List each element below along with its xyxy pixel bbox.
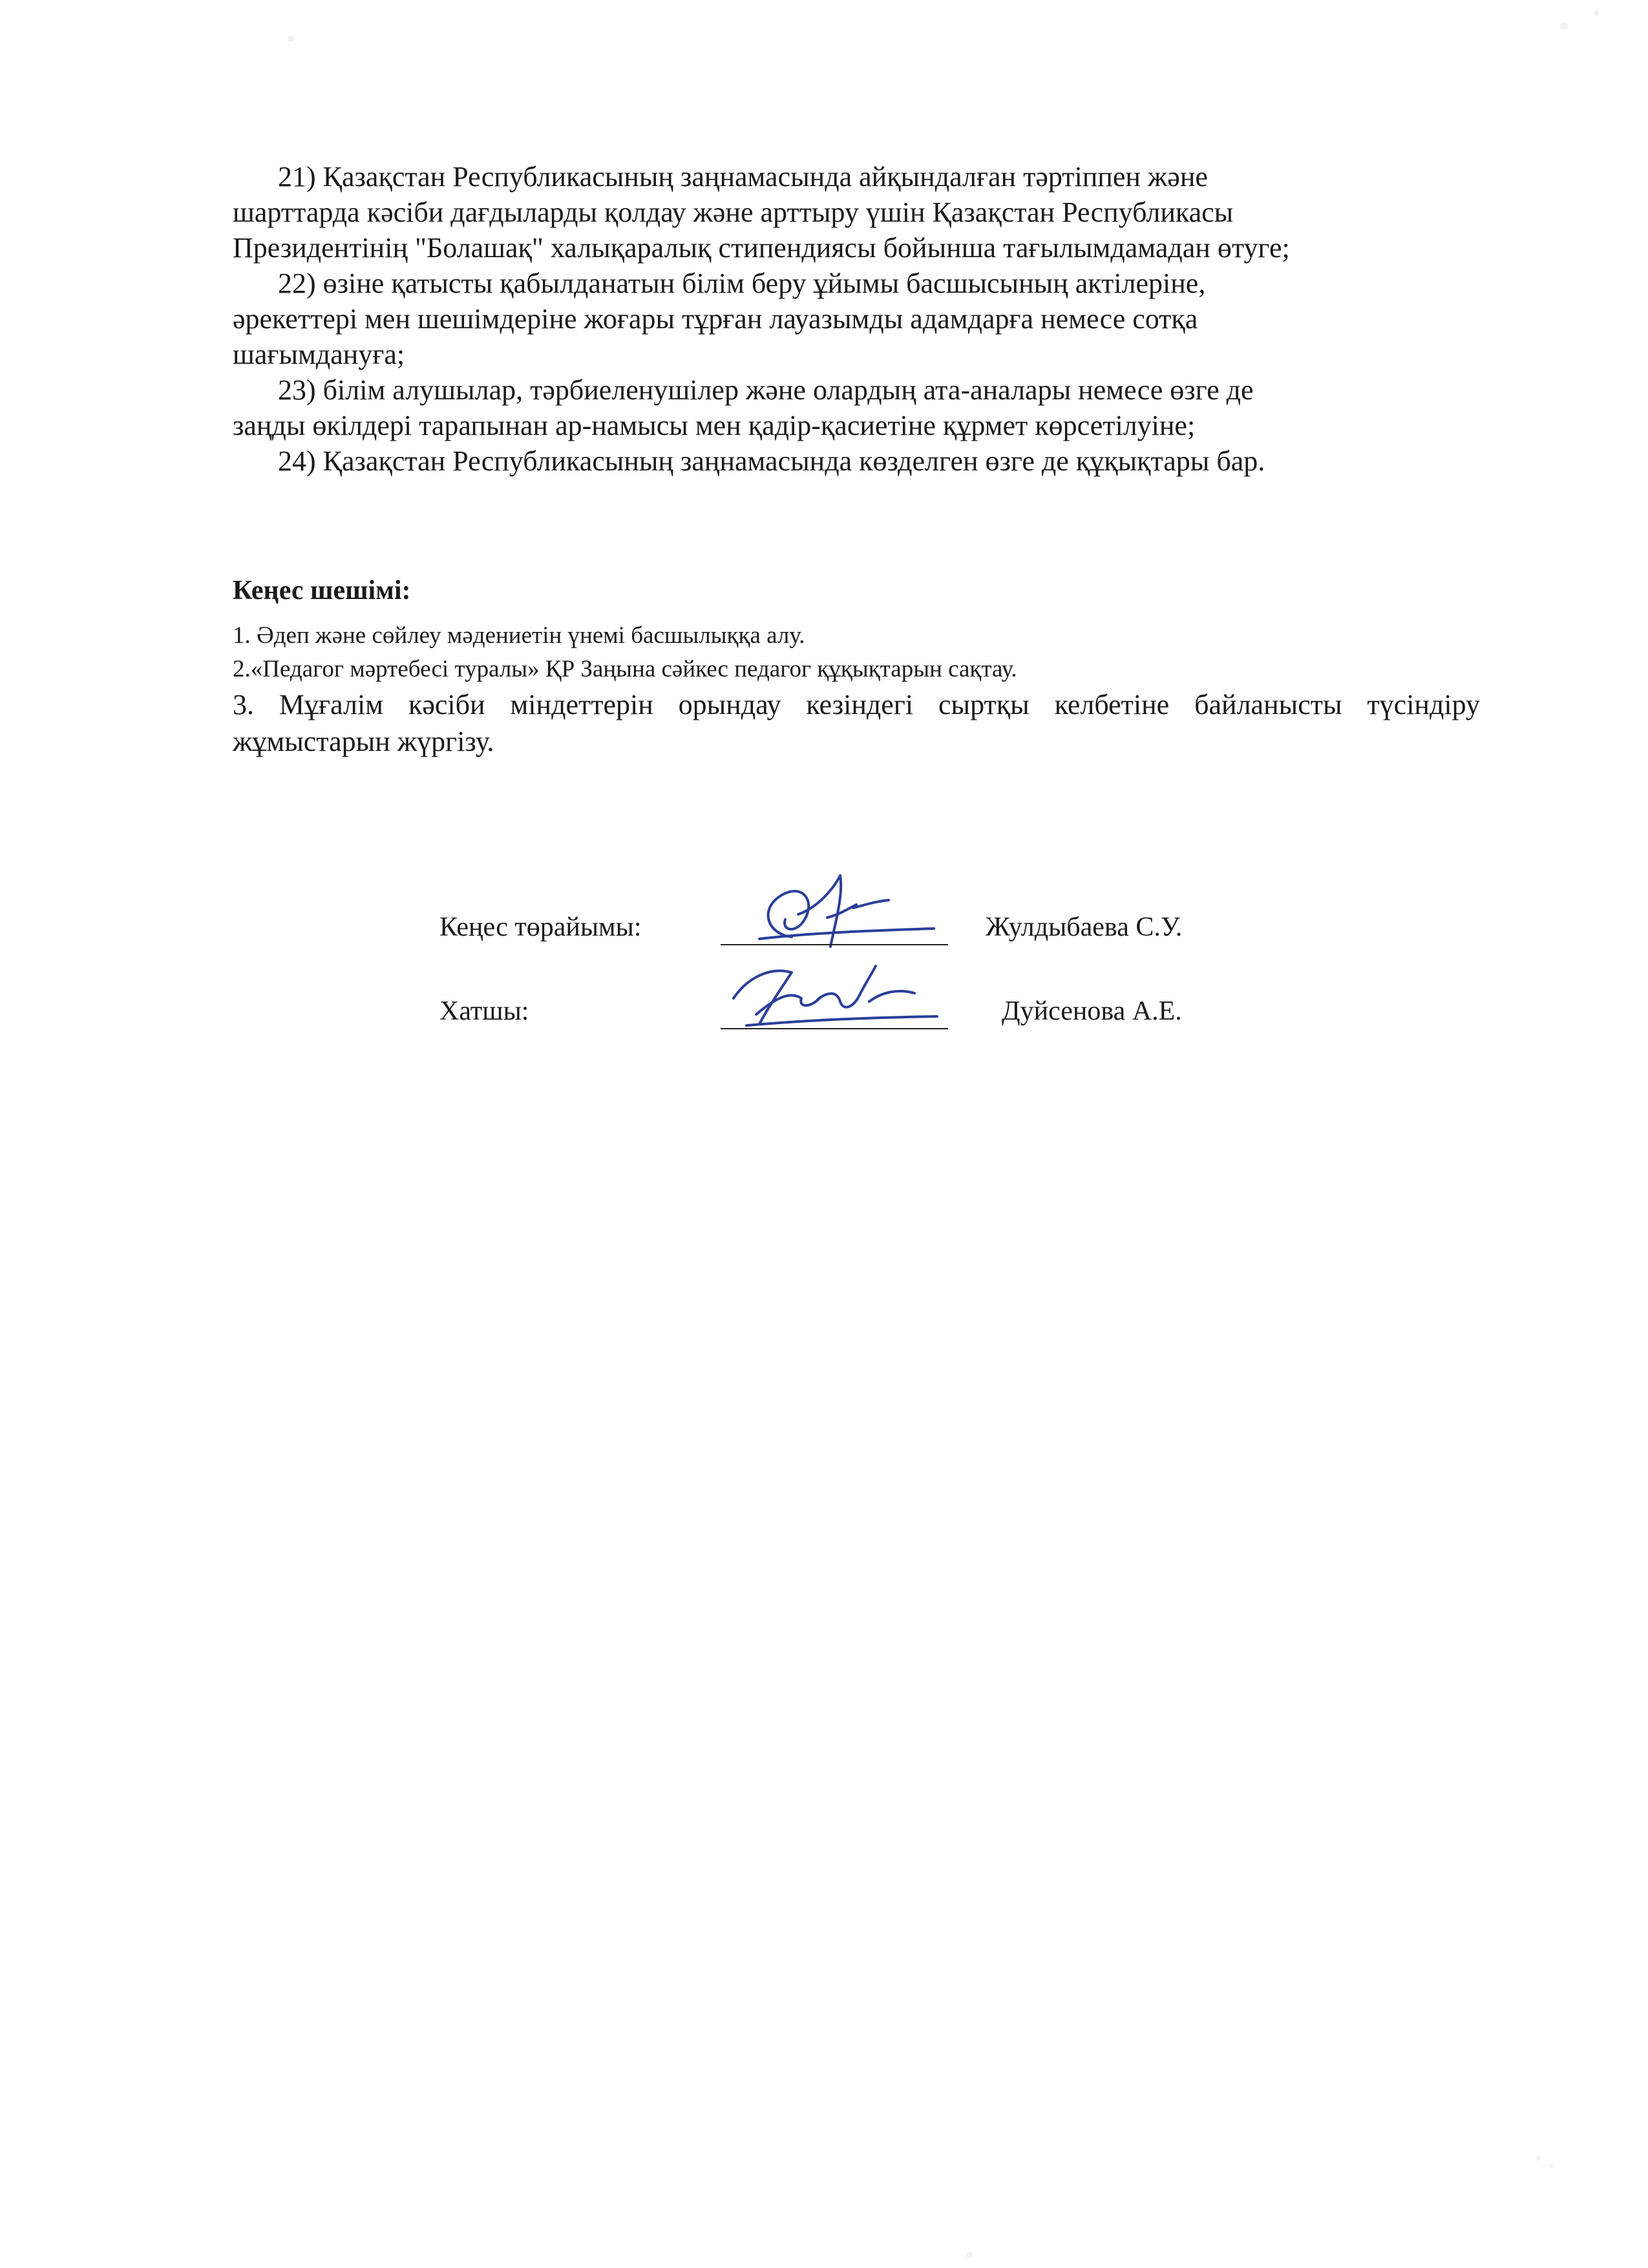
rights-line: 23) білім алушылар, тәрбиеленушілер және олардың ата-аналары немесе өзге де bbox=[278, 374, 1254, 406]
decision-title: Кеңес шешімі: bbox=[233, 576, 411, 605]
rights-line: 21) Қазақстан Республикасының заңнамасында айқындалған тәртіппен және bbox=[278, 161, 1208, 193]
signatory-name: Дуйсенова А.Е. bbox=[1002, 996, 1182, 1026]
handwritten-signature bbox=[721, 953, 940, 1037]
decision-item: 1. Әдеп және сөйлеу мәдениетін үнемі басшылыққа алу. bbox=[233, 622, 805, 649]
decision-item: 3. Мұғалім кәсіби міндеттерін орындау кезіндегі сыртқы келбетіне байланысты түсіндіру жұмыстарын жүргізу. bbox=[233, 689, 1480, 757]
decision-list bbox=[233, 619, 1480, 760]
signature-role: Кеңес төрайымы: bbox=[439, 912, 642, 942]
rights-line: 24) Қазақстан Республикасының заңнамасында көзделген өзге де құқықтары бар. bbox=[278, 445, 1265, 477]
signature-line bbox=[721, 1028, 948, 1029]
rights-line: 22) өзіне қатысты қабылданатын білім беру ұйымы басшысының актілеріне, bbox=[278, 268, 1206, 299]
signatory-name: Жулдыбаева С.У. bbox=[986, 912, 1183, 942]
handwritten-signature bbox=[721, 869, 940, 953]
rights-line: заңды өкілдері тарапынан ар-намысы мен қадір-қасиетіне құрмет көрсетілуіне; bbox=[233, 410, 1196, 441]
signature-line bbox=[721, 944, 948, 945]
rights-line: шағымдануға; bbox=[233, 339, 405, 370]
rights-line: әрекеттері мен шешімдеріне жоғары тұрған лауазымды адамдарға немесе сотқа bbox=[233, 303, 1198, 335]
signature-row-chair bbox=[0, 901, 1648, 953]
signature-row-secretary bbox=[0, 985, 1648, 1037]
rights-line: шарттарда кәсіби дағдыларды қолдау және арттыру үшін Қазақстан Республикасы bbox=[233, 196, 1234, 228]
decision-item: 2.«Педагог мәртебесі туралы» ҚР Заңына сәйкес педагог құқықтарын сақтау. bbox=[233, 656, 1017, 682]
signature-role: Хатшы: bbox=[439, 996, 529, 1026]
rights-list bbox=[233, 159, 1441, 479]
rights-line: Президентінің "Болашақ" халықаралық стипендиясы бойынша тағылымдамадан өтуге; bbox=[233, 232, 1290, 264]
